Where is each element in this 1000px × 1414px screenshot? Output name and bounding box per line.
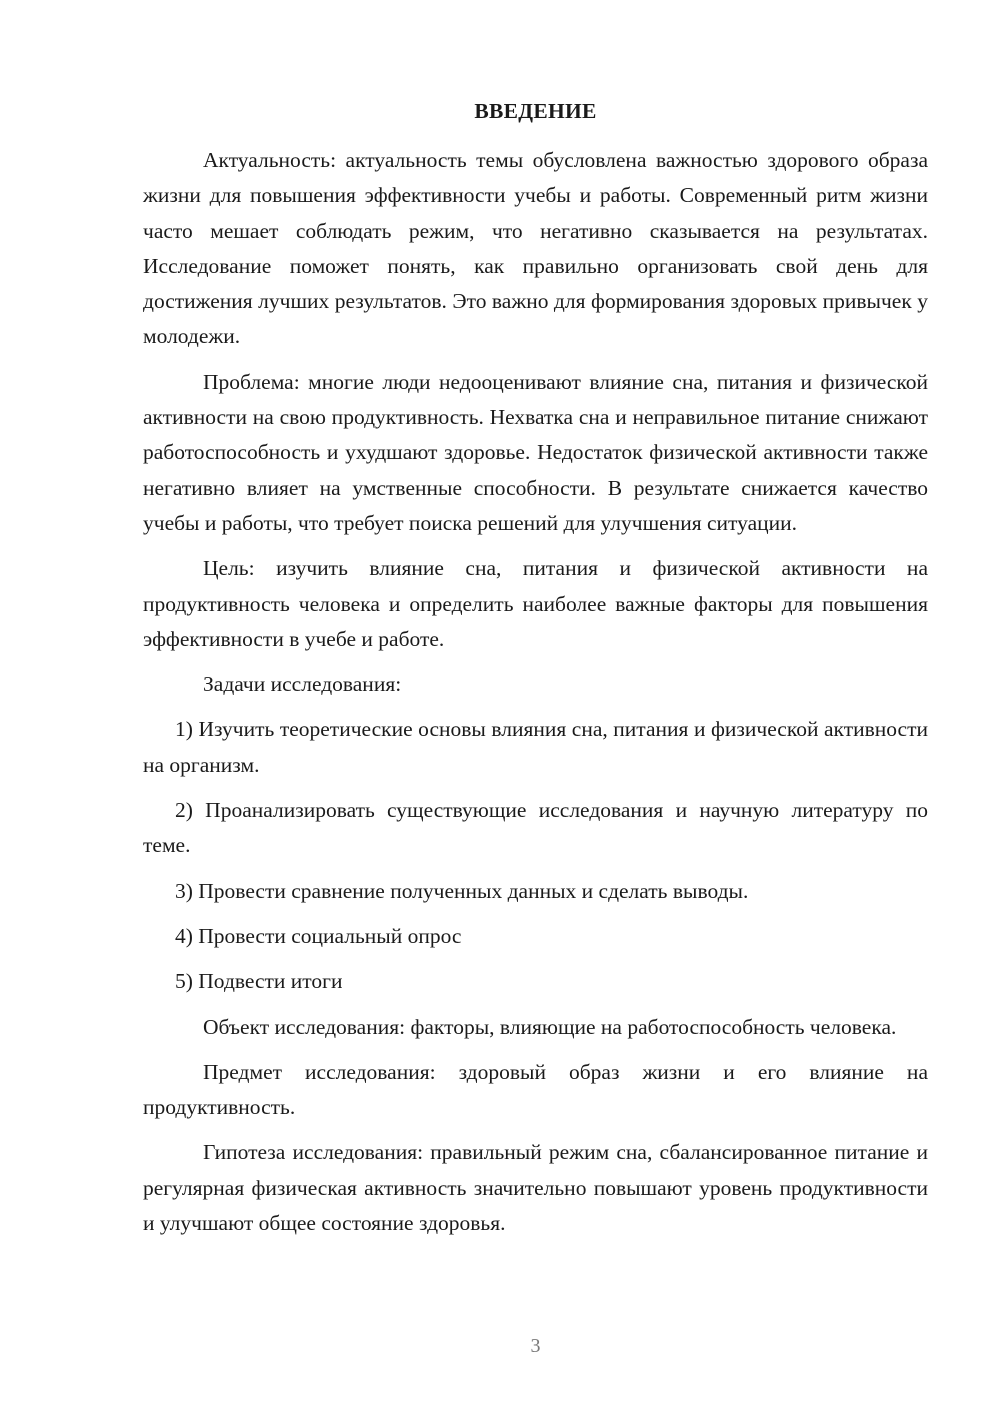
task-item-4: 4) Провести социальный опрос: [175, 923, 462, 948]
paragraph-problem: Проблема: многие люди недооценивают влияние сна, питания и физической активности на свою продуктивность. Нехватка сна и неправильное питание снижают работоспособность и ухудшают здоровье. Недостаток физической активности также негативно влияет на умственные способности. В результате снижается качество учебы и работы, что требует поиска решений для улучшения ситуации.: [143, 369, 928, 535]
paragraph-object: Объект исследования: факторы, влияющие на работоспособность человека.: [203, 1014, 897, 1039]
document-body: [143, 143, 928, 1251]
paragraph-tasks-heading: Задачи исследования:: [203, 672, 402, 697]
task-item-1: 1) Изучить теоретические основы влияния сна, питания и физической активности на организм.: [143, 717, 928, 777]
document-page: [143, 0, 928, 1414]
task-item-5: 5) Подвести итоги: [175, 969, 343, 994]
paragraph-subject: Предмет исследования: здоровый образ жизни и его влияние на продуктивность.: [143, 1059, 928, 1120]
task-item-2: 2) Проанализировать существующие исследования и научную литературу по теме.: [143, 798, 928, 858]
section-title: ВВЕДЕНИЕ: [474, 99, 597, 123]
task-item-3: 3) Провести сравнение полученных данных и сделать выводы.: [175, 878, 749, 903]
paragraph-relevance: Актуальность: актуальность темы обусловлена важностью здорового образа жизни для повышения эффективности учебы и работы. Современный ритм жизни часто мешает соблюдать режим, что негативно сказывается на результатах. Исследование поможет понять, как правильно организовать свой день для достижения лучших результатов. Это важно для формирования здоровых привычек у молодежи.: [143, 148, 928, 349]
paragraph-goal: Цель: изучить влияние сна, питания и физической активности на продуктивность человека и определить наиболее важные факторы для повышения эффективности в учебе и работе.: [143, 556, 928, 651]
paragraph-hypothesis: Гипотеза исследования: правильный режим сна, сбалансированное питание и регулярная физическая активность значительно повышают уровень продуктивности и улучшают общее состояние здоровья.: [143, 1140, 928, 1236]
page-number: 3: [530, 1335, 541, 1357]
